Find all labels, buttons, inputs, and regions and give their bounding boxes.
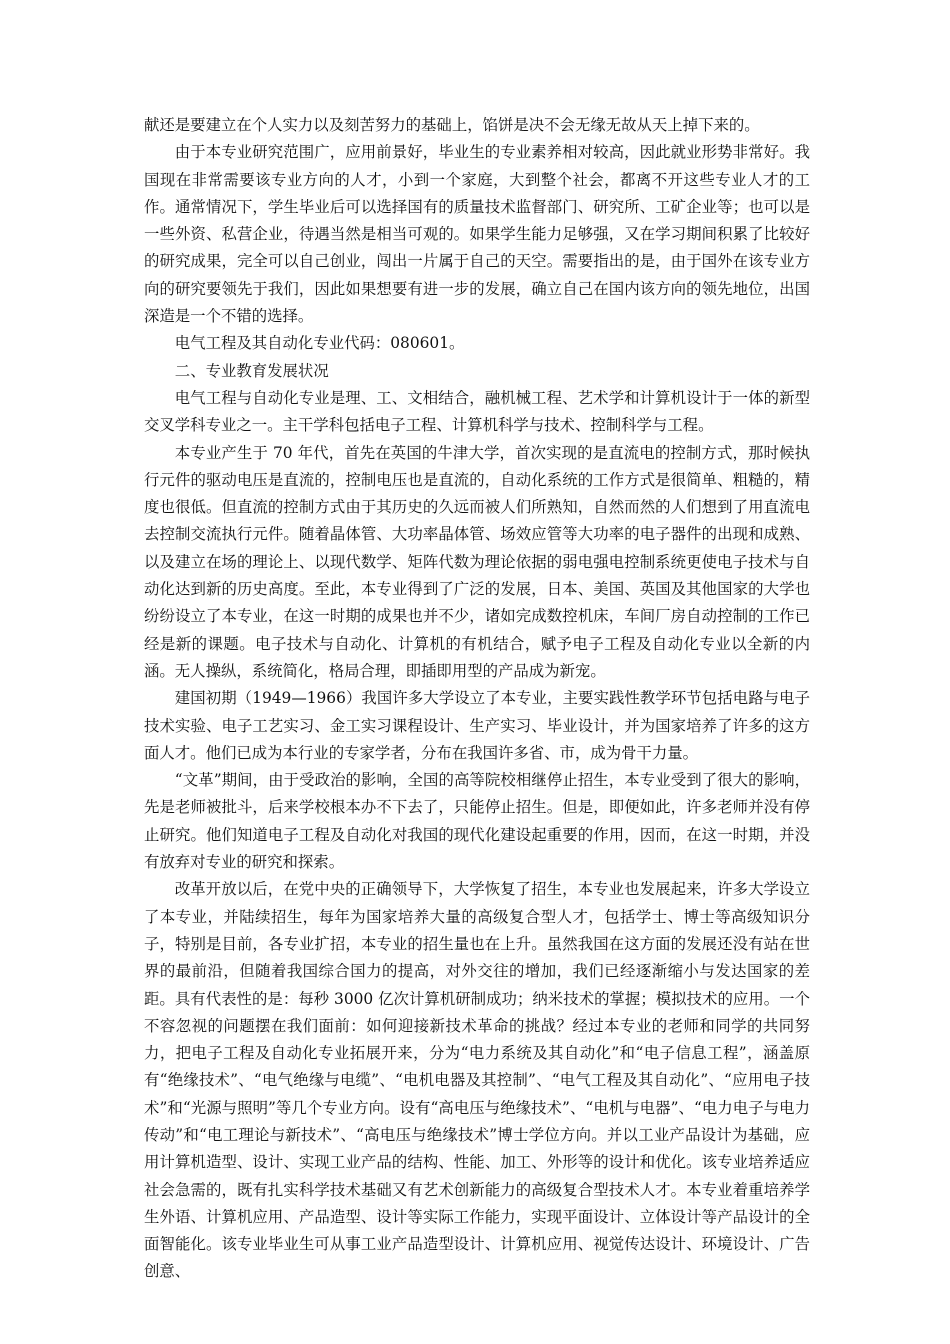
paragraph-continued-intro: 献还是要建立在个人实力以及刻苦努力的基础上，馅饼是决不会无缘无故从天上掉下来的。 — [144, 116, 760, 134]
paragraph-origin-history: 本专业产生于 70 年代，首先在英国的牛津大学，首次实现的是直流电的控制方式，那时候执行元件的驱动电压是直流的，控制电压也是直流的，自动化系统的工作方式是很简单、粗糙的，精度也很低。但直流的控制方式由于其历史的久远而被人们所熟知，自然而然的人们想到了用直流电去控制交流执行元件。随着晶体管、大功率晶体管、场效应管等大功率的电子器件的出现和成熟、以及建立在场的理论上、以现代数学、矩阵代数为理论依据的弱电强电控制系统更使电子技术与自动化达到新的历史高度。至此，本专业得到了广泛的发展，日本、美国、英国及其他国家的大学也纷纷设立了本专业，在这一时期的成果也并不少，诸如完成数控机床，车间厂房自动控制的工作已经是新的课题。电子技术与自动化、计算机的有机结合，赋予电子工程及自动化专业以全新的内涵。无人操纵，系统简化，格局合理，即插即用型的产品成为新宠。 — [144, 443, 810, 680]
document-body — [144, 112, 810, 1286]
paragraph-employment-prospects: 由于本专业研究范围广，应用前景好，毕业生的专业素养相对较高，因此就业形势非常好。我国现在非常需要该专业方向的人才，小到一个家庭，大到整个社会，都离不开这些专业人才的工作。通常情况下，学生毕业后可以选择国有的质量技术监督部门、研究所、工矿企业等；也可以是一些外资、私营企业，待遇当然是相当可观的。如果学生能力足够强，又在学习期间积累了比较好的研究成果，完全可以自己创业，闯出一片属于自己的天空。需要指出的是，由于国外在该专业方向的研究要领先于我们，因此如果想要有进一步的发展，确立自己在国内该方向的领先地位，出国深造是一个不错的选择。 — [144, 143, 810, 326]
section-heading-development-status: 二、专业教育发展状况 — [174, 361, 329, 380]
paragraph-early-founding-period: 建国初期（1949—1966）我国许多大学设立了本专业，主要实践性教学环节包括电路与电子技术实验、电子工艺实习、金工实习课程设计、生产实习、毕业设计，并为国家培养了许多的这方面人才。他们已成为本行业的专家学者，分布在我国许多省、市，成为骨干力量。 — [144, 689, 810, 762]
paragraph-cultural-revolution-period: “文革”期间，由于受政治的影响，全国的高等院校相继停止招生，本专业受到了很大的影响，先是老师被批斗，后来学校根本办不下去了，只能停止招生。但是，即便如此，许多老师并没有停止研究。他们知道电子工程及自动化对我国的现代化建设起重要的作用，因而，在这一时期，并没有放弃对专业的研究和探索。 — [144, 771, 810, 872]
paragraph-major-code: 电气工程及其自动化专业代码：080601。 — [174, 334, 465, 353]
paragraph-reform-opening-period: 改革开放以后，在党中央的正确领导下，大学恢复了招生，本专业也发展起来，许多大学设立了本专业，并陆续招生，每年为国家培养大量的高级复合型人才，包括学士、博士等高级知识分子，特别是目前，各专业扩招，本专业的招生量也在上升。虽然我国在这方面的发展还没有站在世界的最前沿，但随着我国综合国力的提高，对外交往的增加，我们已经逐渐缩小与发达国家的差距。具有代表性的是：每秒 3000 亿次计算机研制成功；纳米技术的掌握；模拟技术的应用。一个不容忽视的问题摆在我们面前：如何迎接新技术革命的挑战？经过本专业的老师和同学的共同努力，把电子工程及自动化专业拓展开来，分为“电力系统及其自动化”和“电子信息工程”，涵盖原有“绝缘技术”、“电气绝缘与电缆”、“电机电器及其控制”、“电气工程及其自动化”、“应用电子技术”和“光源与照明”等几个专业方向。设有“高电压与绝缘技术”、“电机与电器”、“电力电子与电力传动”和“电工理论与新技术”、“高电压与绝缘技术”博士学位方向。并以工业产品设计为基础，应用计算机造型、设计、实现工业产品的结构、性能、加工、外形等的设计和优化。该专业培养适应社会急需的，既有扎实科学技术基础又有艺术创新能力的高级复合型技术人才。本专业着重培养学生外语、计算机应用、产品造型、设计等实际工作能力，实现平面设计、立体设计等产品设计的全面智能化。该专业毕业生可从事工业产品造型设计、计算机应用、视觉传达设计、环境设计、广告创意、 — [144, 880, 810, 1281]
paragraph-major-definition: 电气工程与自动化专业是理、工、文相结合，融机械工程、艺术学和计算机设计于一体的新型交叉学科专业之一。主干学科包括电子工程、计算机科学与技术、控制科学与工程。 — [144, 388, 810, 435]
